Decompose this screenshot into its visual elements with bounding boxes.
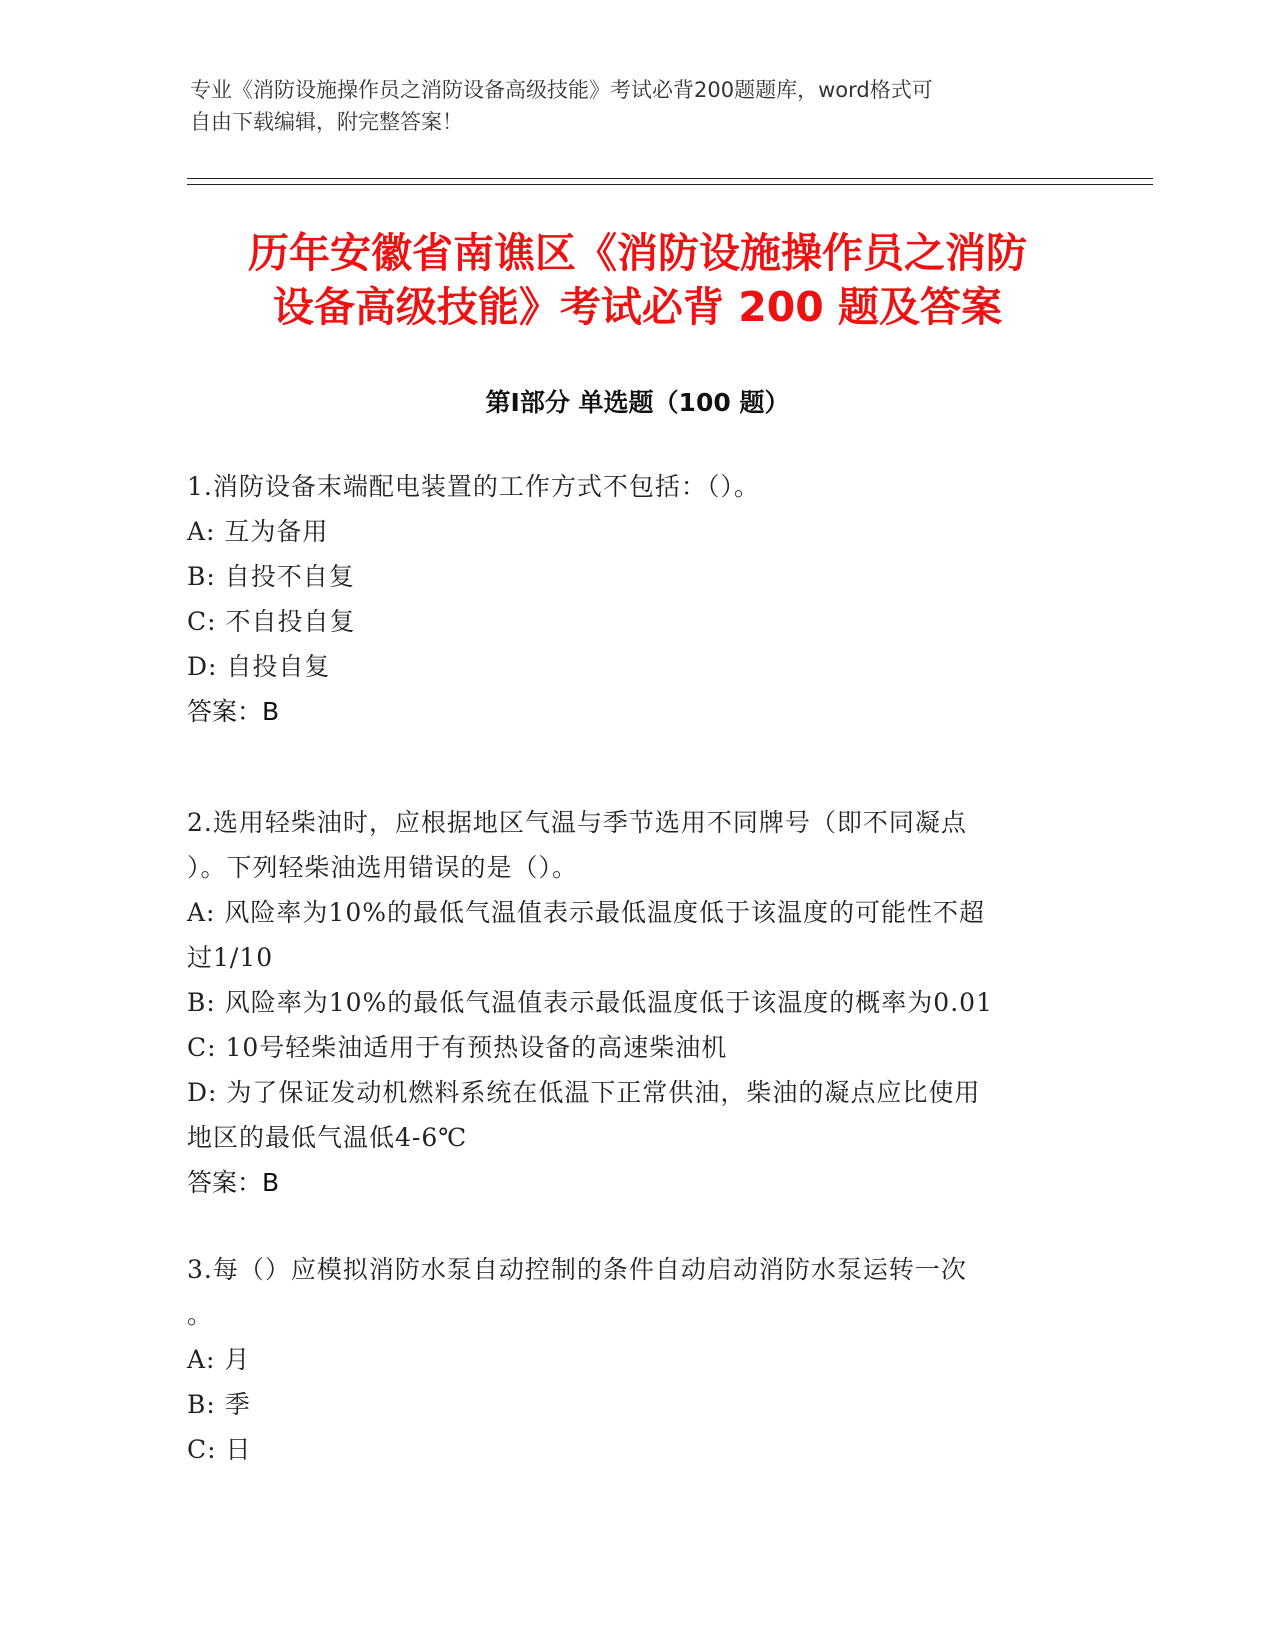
question-stem-line-2: ）。下列轻柴油选用错误的是（）。 [187, 853, 579, 882]
option-a: A: 月 [187, 1345, 251, 1374]
header-divider-top [187, 178, 1153, 179]
option-d-line-2: 地区的最低气温低4-6℃ [187, 1123, 468, 1152]
option-a-line-1: A: 风险率为10%的最低气温值表示最低温度低于该温度的可能性不超 [187, 898, 985, 927]
document-title [150, 226, 1125, 334]
answer-1: 答案：B [187, 697, 280, 726]
option-b: B: 风险率为10%的最低气温值表示最低温度低于该温度的概率为0.01 [187, 988, 993, 1017]
option-c: C: 日 [187, 1435, 252, 1464]
option-c: C: 10号轻柴油适用于有预热设备的高速柴油机 [187, 1033, 728, 1062]
option-a-line-2: 过1/10 [187, 943, 274, 972]
question-stem-line-1: 3.每（）应模拟消防水泵自动控制的条件自动启动消防水泵运转一次 [187, 1255, 967, 1284]
header-note-line-2: 自由下载编辑，附完整答案！ [190, 110, 463, 134]
question-2 [187, 800, 1072, 1160]
header-note-line-1: 专业《消防设施操作员之消防设备高级技能》考试必背200题题库，word格式可 [190, 78, 933, 102]
question-1 [187, 464, 1072, 689]
option-d: D: 自投自复 [187, 652, 331, 681]
document-title-line-1: 历年安徽省南谯区《消防设施操作员之消防 [248, 229, 1027, 277]
question-stem-line-1: 2.选用轻柴油时，应根据地区气温与季节选用不同牌号（即不同凝点 [187, 808, 967, 837]
header-divider-bottom [187, 184, 1153, 185]
option-b: B: 自投不自复 [187, 562, 355, 591]
question-stem: 1.消防设备末端配电装置的工作方式不包括：（）。 [187, 472, 760, 501]
question-stem-line-2: 。 [187, 1300, 214, 1329]
option-a: A: 互为备用 [187, 517, 329, 546]
option-d-line-1: D: 为了保证发动机燃料系统在低温下正常供油，柴油的凝点应比使用 [187, 1078, 981, 1107]
section-title: 第Ⅰ部分 单选题（100 题） [485, 388, 790, 417]
option-c: C: 不自投自复 [187, 607, 356, 636]
document-title-line-2: 设备高级技能》考试必背 200 题及答案 [272, 283, 1003, 331]
option-b: B: 季 [187, 1390, 251, 1419]
answer-2: 答案：B [187, 1168, 280, 1197]
header-note [190, 74, 1090, 138]
question-3 [187, 1247, 1072, 1472]
